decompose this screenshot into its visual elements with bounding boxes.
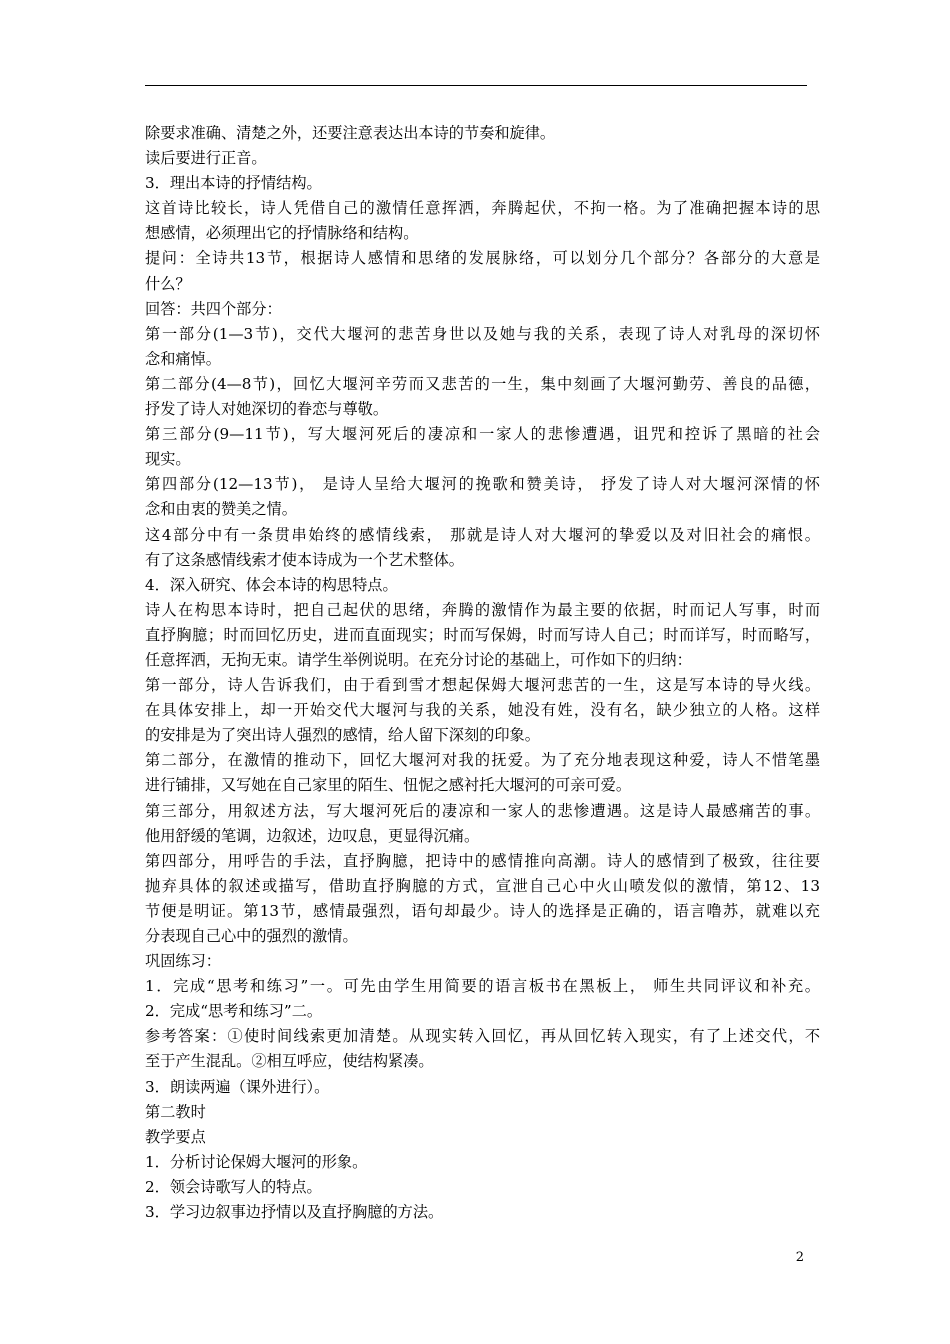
text-line: 提问：全诗共13节，根据诗人感情和思绪的发展脉络，可以划分几个部分？各部分的大意是: [145, 249, 820, 268]
text-line: 1．完成“思考和练习”一。可先由学生用简要的语言板书在黑板上， 师生共同评议和补充。: [145, 977, 820, 996]
text-line: 什么？: [145, 274, 191, 293]
text-line: 2．完成“思考和练习”二。: [145, 1002, 323, 1021]
header-rule: [145, 85, 807, 86]
text-line: 第二部分(4—8节)，回忆大堰河辛劳而又悲苦的一生，集中刻画了大堰河勤劳、善良的品德，: [145, 374, 820, 393]
text-line: 1．分析讨论保姆大堰河的形象。: [145, 1152, 368, 1171]
page-number: 2: [795, 1250, 804, 1265]
text-line: 抛弃具体的叙述或描写，借助直抒胸臆的方式，宣泄自己心中火山喷发似的激情，第12、13: [145, 876, 820, 895]
text-line: 在具体安排上，却一开始交代大堰河与我的关系，她没有姓，没有名，缺少独立的人格。这样: [145, 701, 820, 720]
text-line: 教学要点: [145, 1127, 206, 1146]
text-line: 第四部分，用呼告的手法，直抒胸臆，把诗中的感情推向高潮。诗人的感情到了极致，往往要: [145, 851, 820, 870]
text-line: 想感情，必须理出它的抒情脉络和结构。: [145, 224, 419, 243]
text-line: 分表现自己心中的强烈的激情。: [145, 927, 358, 945]
text-line: 第二教时: [145, 1102, 206, 1121]
text-line: 第三部分(9—11节)，写大堰河死后的凄凉和一家人的悲惨遭遇，诅咒和控诉了黑暗的社会: [145, 425, 820, 444]
document-body: [145, 121, 820, 1225]
text-line: 现实。: [145, 450, 191, 469]
text-line: 回答：共四个部分：: [145, 299, 282, 318]
text-line: 第四部分(12—13节)， 是诗人呈给大堰河的挽歌和赞美诗， 抒发了诗人对大堰河深情的怀: [145, 475, 820, 494]
text-line: 任意挥洒，无拘无束。请学生举例说明。在充分讨论的基础上，可作如下的归纳：: [145, 650, 692, 669]
text-line: 他用舒缓的笔调，边叙述，边叹息，更显得沉痛。: [145, 826, 480, 845]
text-line: 抒发了诗人对她深切的眷恋与尊敬。: [145, 400, 388, 419]
text-line: 进行铺排，又写她在自己家里的陌生、忸怩之感衬托大堰河的可亲可爱。: [145, 776, 631, 795]
text-line: 第一部分(1—3节)，交代大堰河的悲苦身世以及她与我的关系，表现了诗人对乳母的深切怀: [145, 324, 820, 343]
text-line: 2．领会诗歌写人的特点。: [145, 1177, 322, 1196]
text-line: 参考答案：①使时间线索更加清楚。从现实转入回忆，再从回忆转入现实，有了上述交代，不: [145, 1027, 820, 1046]
text-line: 读后要进行正音。: [145, 149, 267, 168]
text-line: 诗人在构思本诗时，把自己起伏的思绪，奔腾的激情作为最主要的依据，时而记人写事，时而: [145, 600, 820, 619]
text-line: 念和由衷的赞美之情。: [145, 500, 297, 519]
text-line: 节便是明证。第13节，感情最强烈，语句却最少。诗人的选择是正确的，语言噜苏，就难以充: [145, 901, 820, 920]
text-line: 第二部分，在激情的推动下，回忆大堰河对我的抚爱。为了充分地表现这种爱，诗人不惜笔墨: [145, 751, 820, 770]
text-line: 至于产生混乱。②相互呼应，使结构紧凑。: [145, 1052, 434, 1071]
text-line: 巩固练习：: [145, 952, 221, 971]
text-line: 第一部分，诗人告诉我们，由于看到雪才想起保姆大堰河悲苦的一生，这是写本诗的导火线。: [145, 676, 820, 695]
text-line: 念和痛悼。: [145, 349, 221, 368]
text-line: 有了这条感情线索才使本诗成为一个艺术整体。: [145, 550, 464, 569]
text-line: 这首诗比较长，诗人凭借自己的激情任意挥洒，奔腾起伏，不拘一格。为了准确把握本诗的思: [145, 199, 820, 218]
text-line: 的安排是为了突出诗人强烈的感情，给人留下深刻的印象。: [145, 726, 540, 745]
text-line: 3．理出本诗的抒情结构。: [145, 174, 322, 193]
text-line: 第三部分，用叙述方法，写大堰河死后的凄凉和一家人的悲惨遭遇。这是诗人最感痛苦的事。: [145, 801, 820, 820]
text-line: 除要求准确、清楚之外，还要注意表达出本诗的节奏和旋律。: [145, 124, 556, 142]
text-line: 4．深入研究、体会本诗的构思特点。: [145, 575, 398, 594]
text-line: 3．朗读两遍（课外进行）。: [145, 1077, 330, 1096]
text-line: 3．学习边叙事边抒情以及直抒胸臆的方法。: [145, 1203, 444, 1222]
text-line: 这4部分中有一条贯串始终的感情线索， 那就是诗人对大堰河的挚爱以及对旧社会的痛恨。: [145, 525, 820, 544]
text-line: 直抒胸臆；时而回忆历史，进而直面现实；时而写保姆，时而写诗人自己；时而详写，时而略写，: [145, 625, 820, 644]
